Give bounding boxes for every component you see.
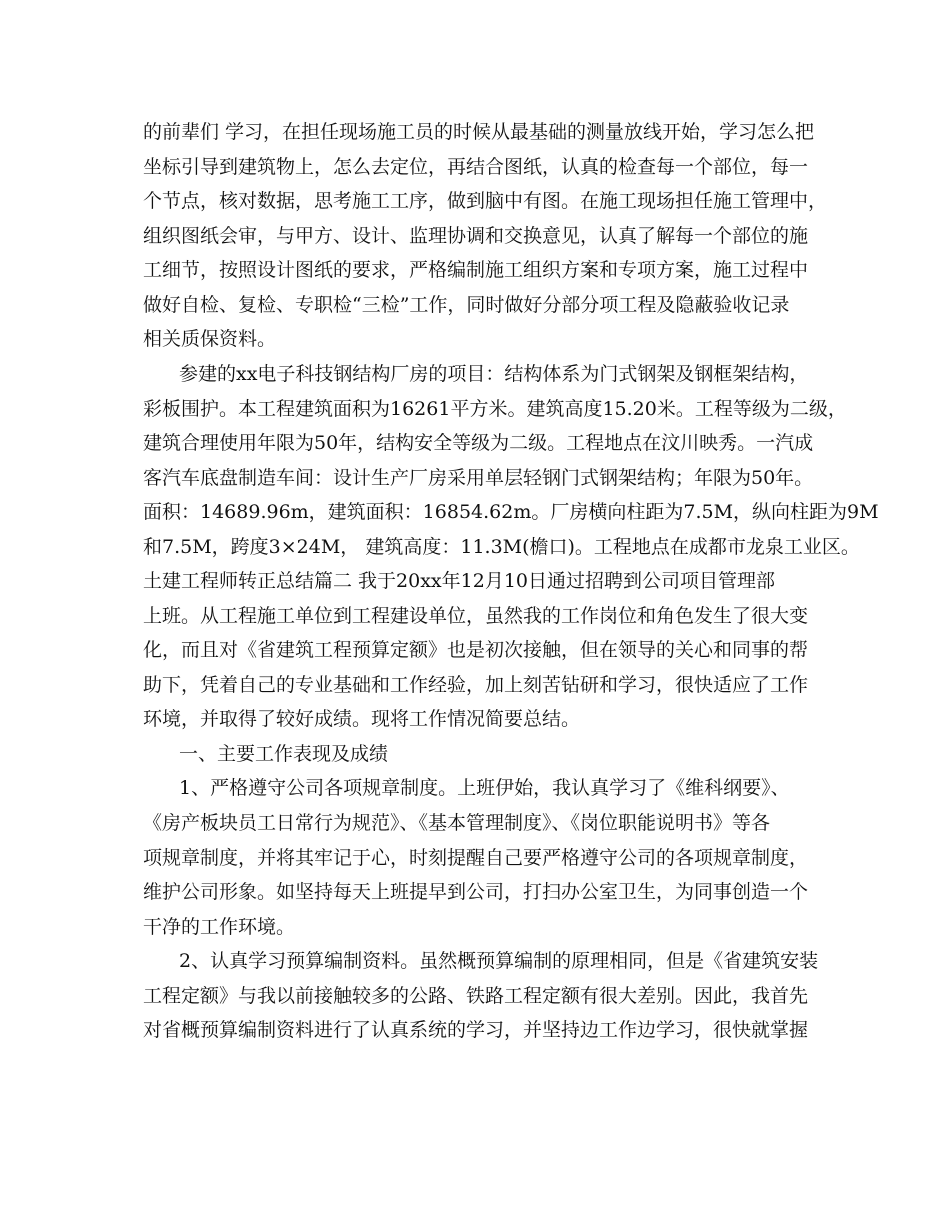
text-line: 《房产板块员工日常行为规范》、《基本管理制度》、《岗位职能说明书》等各 xyxy=(143,812,771,834)
text-line: 彩板围护。本工程建筑面积为16261平方米。建筑高度15.20米。工程等级为二级， xyxy=(143,398,847,420)
paragraph-first-line: 参建的xx电子科技钢结构厂房的项目：结构体系为门式钢架及钢框架结构， xyxy=(179,363,809,385)
text-line: 坐标引导到建筑物上，怎么去定位，再结合图纸，认真的检查每一个部位，每一 xyxy=(143,156,809,178)
text-line: 面积：14689.96m，建筑面积：16854.62m。厂房横向柱距为7.5M，纵向柱距为9M xyxy=(143,501,879,523)
text-line: 客汽车底盘制造车间：设计生产厂房采用单层轻钢门式钢架结构；年限为50年。 xyxy=(143,467,814,489)
paragraph-first-line: 2、认真学习预算编制资料。虽然概预算编制的原理相同，但是《省建筑安装 xyxy=(179,950,819,972)
text-line: 工细节，按照设计图纸的要求，严格编制施工组织方案和专项方案，施工过程中 xyxy=(143,259,809,281)
paragraph-first-line: 1、严格遵守公司各项规章制度。上班伊始，我认真学习了《维科纲要》、 xyxy=(179,777,790,799)
text-line: 环境，并取得了较好成绩。现将工作情况简要总结。 xyxy=(143,708,581,730)
text-line: 干净的工作环境。 xyxy=(143,916,296,938)
text-line: 做好自检、复检、专职检“三检”工作，同时做好分部分项工程及隐蔽验收记录 xyxy=(143,294,790,316)
section-heading-line: 土建工程师转正总结篇二 我于20xx年12月10日通过招聘到公司项目管理部 xyxy=(143,570,776,592)
subheading: 一、主要工作表现及成绩 xyxy=(179,743,389,765)
text-line: 上班。从工程施工单位到工程建设单位，虽然我的工作岗位和角色发生了很大变 xyxy=(143,605,809,627)
text-line: 建筑合理使用年限为50年，结构安全等级为二级。工程地点在汶川映秀。一汽成 xyxy=(143,432,814,454)
text-line: 的前辈们 学习，在担任现场施工员的时候从最基础的测量放线开始，学习怎么把 xyxy=(143,121,815,143)
text-line: 工程定额》与我以前接触较多的公路、铁路工程定额有很大差别。因此，我首先 xyxy=(143,985,809,1007)
text-line: 组织图纸会审，与甲方、设计、监理协调和交换意见，认真了解每一个部位的施 xyxy=(143,225,809,247)
text-line: 项规章制度，并将其牢记于心，时刻提醒自己要严格遵守公司的各项规章制度， xyxy=(143,847,809,869)
text-line: 对省概预算编制资料进行了认真系统的学习，并坚持边工作边学习，很快就掌握 xyxy=(143,1019,809,1041)
text-line: 助下，凭着自己的专业基础和工作经验，加上刻苦钻研和学习，很快适应了工作 xyxy=(143,674,809,696)
text-line: 化，而且对《省建筑工程预算定额》也是初次接触，但在领导的关心和同事的帮 xyxy=(143,639,809,661)
text-line: 和7.5M，跨度3×24M， 建筑高度：11.3M(檐口)。工程地点在成都市龙泉工业区。 xyxy=(143,536,860,558)
text-line: 维护公司形象。如坚持每天上班提早到公司，打扫办公室卫生，为同事创造一个 xyxy=(143,881,809,903)
text-line: 个节点，核对数据，思考施工工序，做到脑中有图。在施工现场担任施工管理中， xyxy=(143,190,828,212)
text-line: 相关质保资料。 xyxy=(143,328,277,350)
